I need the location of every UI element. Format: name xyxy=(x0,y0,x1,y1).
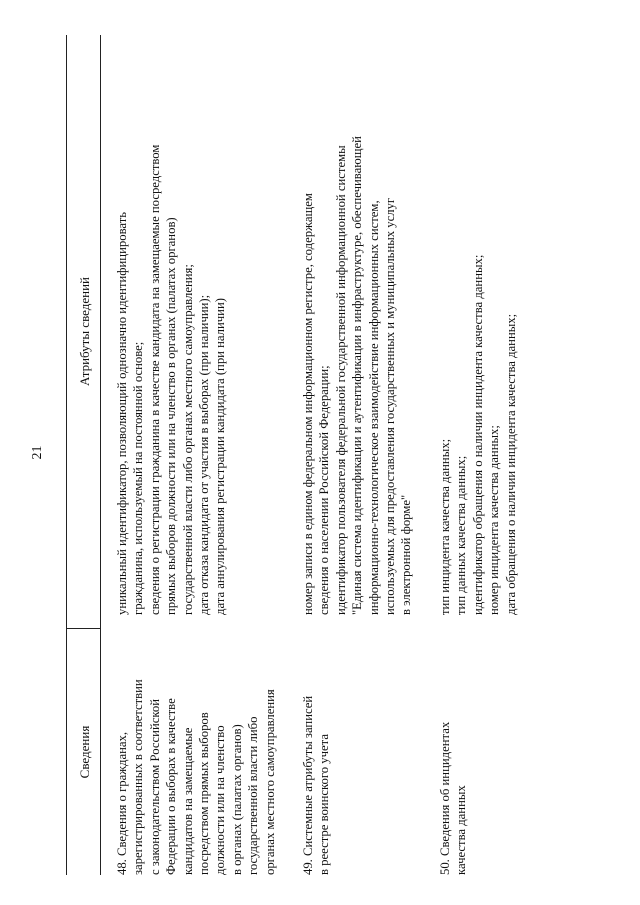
table-row-50-info xyxy=(437,631,470,875)
cell-line: дата отказа кандидата от участия в выборах (при наличии); xyxy=(197,294,212,615)
cell-line: номер записи в едином федеральном информационном регистре, содержащем xyxy=(301,193,315,615)
cell-line: 50. Сведения об инцидентах xyxy=(438,721,452,875)
cell-line: с законодательством Российской xyxy=(147,698,162,875)
cell-line: тип данных качества данных; xyxy=(454,455,469,615)
table-row-49-info xyxy=(300,631,333,875)
cell-line: используемых для предоставления государственных и муниципальных услуг xyxy=(383,197,398,615)
cell-line: дата обращения о наличии инцидента качества данных; xyxy=(503,313,518,615)
cell-line: в органах (палатах органов) xyxy=(229,724,244,875)
header-col-attributes: Атрибуты сведений xyxy=(77,277,92,387)
cell-line: в реестре воинского учета xyxy=(317,734,332,875)
cell-line: должности или на членство xyxy=(213,725,228,875)
cell-line: номер инцидента качества данных; xyxy=(487,425,502,615)
cell-line: 49. Системные атрибуты записей xyxy=(301,695,315,875)
cell-line: идентификатор обращения о наличии инцидента качества данных; xyxy=(470,254,485,615)
cell-line: дата аннулирования регистрации кандидата (при наличии) xyxy=(213,298,228,615)
cell-line: "Единая система идентификации и аутентификации в инфраструктуре, обеспечивающей xyxy=(350,136,365,615)
header-bottom-border xyxy=(100,35,101,875)
cell-line: государственной власти либо xyxy=(246,716,261,875)
cell-line: Федерации о выборах в качестве xyxy=(164,698,179,875)
cell-line: органах местного самоуправления xyxy=(262,689,277,875)
cell-line: уникальный идентификатор, позволяющий однозначно идентифицировать xyxy=(115,211,129,615)
cell-line: качества данных xyxy=(454,785,469,875)
cell-line: гражданина, используемый на постоянной основе; xyxy=(131,341,146,615)
cell-line: прямых выборов должности или на членство в органах (палатах органов) xyxy=(164,217,179,615)
cell-line: 48. Сведения о гражданах, xyxy=(115,731,129,875)
cell-line: зарегистрированных в соответствии xyxy=(131,679,146,875)
cell-line: в электронной форме" xyxy=(399,494,414,615)
cell-line: сведения о населении Российской Федерации; xyxy=(317,365,332,615)
table-row-50-attributes xyxy=(437,30,519,615)
cell-line: посредством прямых выборов xyxy=(197,712,212,875)
table-top-border xyxy=(66,35,67,875)
cell-line: государственной власти либо органах местного самоуправления; xyxy=(180,264,195,615)
table-row-48-attributes xyxy=(114,30,229,615)
cell-line: информационно-технологическое взаимодействие информационных систем, xyxy=(366,200,381,615)
cell-line: сведения о регистрации гражданина в качестве кандидата на замещаемые посредством xyxy=(147,144,162,615)
table-row-49-attributes xyxy=(300,30,415,615)
page-number: 21 xyxy=(30,445,45,460)
cell-line: идентификатор пользователя федеральной государственной информационной системы xyxy=(333,145,348,615)
cell-line: тип инцидента качества данных; xyxy=(438,438,452,615)
table-row-48-info xyxy=(114,631,278,875)
header-col-info: Сведения xyxy=(77,725,92,779)
cell-line: кандидатов на замещаемые xyxy=(180,727,195,875)
